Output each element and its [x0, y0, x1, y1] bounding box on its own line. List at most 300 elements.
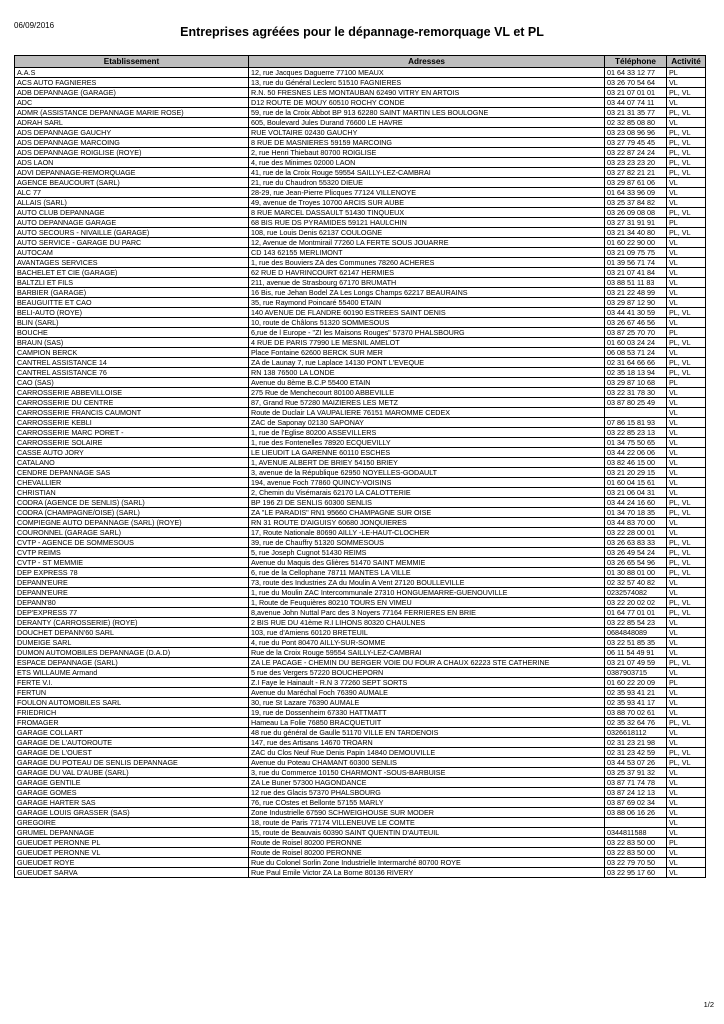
- cell-establishment: ADS DEPANNAGE ROIGLISE (ROYE): [15, 148, 249, 158]
- table-row: [15, 548, 706, 558]
- cell-phone: 01 60 03 24 24: [605, 338, 667, 348]
- cell-activity: PL, VL: [667, 138, 706, 148]
- cell-activity: VL: [667, 78, 706, 88]
- cell-address: Route de Roisel 80200 PERONNE: [249, 838, 605, 848]
- cell-phone: 03 23 08 96 96: [605, 128, 667, 138]
- cell-establishment: BALTZLI ET FILS: [15, 278, 249, 288]
- cell-activity: VL: [667, 318, 706, 328]
- cell-activity: PL: [667, 838, 706, 848]
- cell-address: 1, rue de l'Eglise 80200 ASSEVILLERS: [249, 428, 605, 438]
- table-row: [15, 108, 706, 118]
- table-row: [15, 428, 706, 438]
- cell-address: 1, rue des Fontenelles 78920 ECQUEVILLY: [249, 438, 605, 448]
- cell-phone: 03 22 51 85 35: [605, 638, 667, 648]
- cell-phone: 02 35 32 64 76: [605, 718, 667, 728]
- cell-activity: PL: [667, 68, 706, 78]
- cell-activity: VL: [667, 298, 706, 308]
- cell-address: 275 Rue de Menchecourt 80100 ABBEVILLE: [249, 388, 605, 398]
- cell-establishment: GARAGE HARTER SAS: [15, 798, 249, 808]
- table-row: [15, 148, 706, 158]
- cell-establishment: DUMON AUTOMOBILES DEPANNAGE (D.A.D): [15, 648, 249, 658]
- cell-phone: [605, 408, 667, 418]
- cell-establishment: GARAGE DE L'OUEST: [15, 748, 249, 758]
- cell-address: 28-29, rue Jean-Pierre Plicques 77124 VILLENOYE: [249, 188, 605, 198]
- cell-phone: 03 22 87 24 24: [605, 148, 667, 158]
- cell-activity: VL: [667, 628, 706, 638]
- cell-phone: 01 64 33 96 09: [605, 188, 667, 198]
- cell-establishment: ALLAIS (SARL): [15, 198, 249, 208]
- cell-activity: VL: [667, 98, 706, 108]
- cell-establishment: ALC 77: [15, 188, 249, 198]
- table-row: [15, 138, 706, 148]
- cell-address: 19, rue de Dossenheim 67330 HATTMATT: [249, 708, 605, 718]
- table-row: [15, 598, 706, 608]
- cell-phone: 03 21 09 75 75: [605, 248, 667, 258]
- cell-phone: 02 32 85 08 80: [605, 118, 667, 128]
- column-header-phone: Téléphone: [605, 56, 667, 68]
- table-row: [15, 218, 706, 228]
- cell-address: RUE VOLTAIRE 02430 GAUCHY: [249, 128, 605, 138]
- table-row: [15, 688, 706, 698]
- cell-activity: VL: [667, 428, 706, 438]
- cell-phone: 03 22 20 02 02: [605, 598, 667, 608]
- cell-activity: VL: [667, 408, 706, 418]
- cell-address: RN 31 ROUTE D'AIGUISY 60680 JONQUIERES: [249, 518, 605, 528]
- table-row: [15, 668, 706, 678]
- cell-activity: VL: [667, 268, 706, 278]
- table-row: [15, 358, 706, 368]
- cell-establishment: GRUMEL DEPANNAGE: [15, 828, 249, 838]
- cell-activity: PL, VL: [667, 88, 706, 98]
- cell-establishment: ADMR (ASSISTANCE DEPANNAGE MARIE ROSE): [15, 108, 249, 118]
- table-row: [15, 478, 706, 488]
- table-row: [15, 538, 706, 548]
- table-row: [15, 308, 706, 318]
- table-row: [15, 718, 706, 728]
- cell-establishment: COURONNEL (GARAGE SARL): [15, 528, 249, 538]
- cell-establishment: CVTP - AGENCE DE SOMMESOUS: [15, 538, 249, 548]
- cell-activity: VL: [667, 788, 706, 798]
- cell-activity: PL, VL: [667, 548, 706, 558]
- cell-address: 6,rue de l Europe - "ZI les Maisons Rouges" 57370 PHALSBOURG: [249, 328, 605, 338]
- table-row: [15, 648, 706, 658]
- table-row: [15, 588, 706, 598]
- cell-phone: 0232574082: [605, 588, 667, 598]
- cell-activity: VL: [667, 248, 706, 258]
- cell-phone: 03 29 87 61 06: [605, 178, 667, 188]
- cell-address: 12, rue Jacques Daguerre 77100 MEAUX: [249, 68, 605, 78]
- cell-address: 4, rue des Minimes 02000 LAON: [249, 158, 605, 168]
- cell-address: 140 AVENUE DE FLANDRE 60190 ESTREES SAINT DENIS: [249, 308, 605, 318]
- cell-phone: 03 21 07 49 59: [605, 658, 667, 668]
- cell-address: ZA LE PACAGE - CHEMIN DU BERGER VOIE DU FOUR A CHAUX 62223 STE CATHERINE: [249, 658, 605, 668]
- cell-establishment: ESPACE DEPANNAGE (SARL): [15, 658, 249, 668]
- cell-activity: VL: [667, 768, 706, 778]
- cell-phone: 01 30 88 01 00: [605, 568, 667, 578]
- cell-phone: 03 26 70 54 64: [605, 78, 667, 88]
- cell-activity: VL: [667, 518, 706, 528]
- cell-phone: 03 22 28 00 01: [605, 528, 667, 538]
- table-row: [15, 168, 706, 178]
- cell-phone: 06 08 53 71 24: [605, 348, 667, 358]
- table-row: [15, 418, 706, 428]
- cell-phone: 02 35 18 13 94: [605, 368, 667, 378]
- table-row: [15, 608, 706, 618]
- cell-phone: 03 82 46 15 00: [605, 458, 667, 468]
- cell-phone: 03 88 06 16 26: [605, 808, 667, 818]
- cell-phone: 03 22 31 78 30: [605, 388, 667, 398]
- cell-address: 10, route de Châlons 51320 SOMMESOUS: [249, 318, 605, 328]
- cell-activity: PL, VL: [667, 508, 706, 518]
- cell-phone: 03 29 87 12 90: [605, 298, 667, 308]
- table-row: [15, 838, 706, 848]
- cell-establishment: BACHELET ET CIE (GARAGE): [15, 268, 249, 278]
- cell-phone: 03 87 71 74 78: [605, 778, 667, 788]
- cell-establishment: CHRISTIAN: [15, 488, 249, 498]
- cell-phone: 0684848089: [605, 628, 667, 638]
- cell-phone: 02 31 23 21 98: [605, 738, 667, 748]
- cell-phone: 01 60 22 90 00: [605, 238, 667, 248]
- cell-address: ZAC de Saponay 02130 SAPONAY: [249, 418, 605, 428]
- cell-activity: VL: [667, 528, 706, 538]
- cell-phone: 01 34 75 50 65: [605, 438, 667, 448]
- cell-phone: 03 26 49 54 24: [605, 548, 667, 558]
- table-row: [15, 828, 706, 838]
- table-row: [15, 798, 706, 808]
- cell-address: Rue de la Croix Rouge 59554 SAILLY-LEZ-CAMBRAI: [249, 648, 605, 658]
- cell-establishment: DEPANN'80: [15, 598, 249, 608]
- cell-establishment: BRAUN (SAS): [15, 338, 249, 348]
- table-row: [15, 348, 706, 358]
- cell-activity: VL: [667, 618, 706, 628]
- cell-activity: VL: [667, 688, 706, 698]
- cell-address: 1, rue du Moulin ZAC Intercommunale 27310 HONGUEMARRE-GUENOUVILLE: [249, 588, 605, 598]
- cell-activity: VL: [667, 468, 706, 478]
- cell-address: 8 RUE MARCEL DASSAULT 51430 TINQUEUX: [249, 208, 605, 218]
- cell-address: 147, rue des Artisans 14670 TROARN: [249, 738, 605, 748]
- cell-address: BP 196 ZI DE SENLIS 60300 SENLIS: [249, 498, 605, 508]
- cell-establishment: ACS AUTO FAGNIERES: [15, 78, 249, 88]
- cell-establishment: AUTO SERVICE - GARAGE DU PARC: [15, 238, 249, 248]
- cell-address: 3, avenue de la République 62950 NOYELLES-GODAULT: [249, 468, 605, 478]
- cell-activity: PL, VL: [667, 148, 706, 158]
- cell-activity: PL, VL: [667, 608, 706, 618]
- cell-establishment: COMPIEGNE AUTO DEPANNAGE (SARL) (ROYE): [15, 518, 249, 528]
- cell-address: 30, rue St Lazare 76390 AUMALE: [249, 698, 605, 708]
- table-row: [15, 528, 706, 538]
- cell-address: Z.I Faye le Hainault - R.N 3 77260 SEPT SORTS: [249, 678, 605, 688]
- cell-phone: 03 22 79 70 50: [605, 858, 667, 868]
- table-body: [15, 68, 706, 878]
- cell-phone: 02 35 93 41 17: [605, 698, 667, 708]
- cell-phone: 06 11 54 49 91: [605, 648, 667, 658]
- cell-address: 48 rue du général de Gaulle 51170 VILLE EN TARDENOIS: [249, 728, 605, 738]
- cell-activity: PL, VL: [667, 568, 706, 578]
- cell-activity: PL: [667, 378, 706, 388]
- cell-establishment: GUEUDET ROYE: [15, 858, 249, 868]
- cell-phone: 0326618112: [605, 728, 667, 738]
- table-row: [15, 438, 706, 448]
- cell-address: ZA Le Buner 57300 HAGONDANCE: [249, 778, 605, 788]
- cell-phone: 01 34 70 18 35: [605, 508, 667, 518]
- cell-activity: VL: [667, 868, 706, 878]
- cell-establishment: GUEUDET PERONNE PL: [15, 838, 249, 848]
- cell-establishment: CARROSSERIE DU CENTRE: [15, 398, 249, 408]
- cell-address: 18, route de Paris 77174 VILLENEUVE LE COMTE: [249, 818, 605, 828]
- cell-establishment: FOULON AUTOMOBILES SARL: [15, 698, 249, 708]
- cell-address: 211, avenue de Strasbourg 67170 BRUMATH: [249, 278, 605, 288]
- table-row: [15, 858, 706, 868]
- table-row: [15, 638, 706, 648]
- print-date: 06/09/2016: [14, 21, 55, 30]
- table-row: [15, 298, 706, 308]
- cell-address: 73, route des Industries ZA du Moulin A Vent 27120 BOULLEVILLE: [249, 578, 605, 588]
- cell-phone: 01 64 33 12 77: [605, 68, 667, 78]
- table-row: [15, 568, 706, 578]
- cell-address: 1, Route de Feuquières 80210 TOURS EN VIMEU: [249, 598, 605, 608]
- cell-establishment: ADC: [15, 98, 249, 108]
- cell-establishment: A.A.S: [15, 68, 249, 78]
- cell-phone: 03 21 31 35 77: [605, 108, 667, 118]
- cell-address: Avenue du Poteau CHAMANT 60300 SENLIS: [249, 758, 605, 768]
- cell-establishment: FRIEDRICH: [15, 708, 249, 718]
- cell-address: Avenue du Maquis des Glières 51470 SAINT MEMMIE: [249, 558, 605, 568]
- cell-address: 12 rue des Glacis 57370 PHALSBOURG: [249, 788, 605, 798]
- cell-phone: 03 25 37 91 32: [605, 768, 667, 778]
- table-row: [15, 318, 706, 328]
- cell-establishment: CARROSSERIE ABBEVILLOISE: [15, 388, 249, 398]
- cell-establishment: CARROSSERIE SOLAIRE: [15, 438, 249, 448]
- cell-establishment: CVTP - ST MEMMIE: [15, 558, 249, 568]
- cell-establishment: CARROSSERIE KEBLI: [15, 418, 249, 428]
- cell-phone: 03 22 85 23 13: [605, 428, 667, 438]
- cell-address: ZA "LE PARADIS" RN1 95660 CHAMPAGNE SUR OISE: [249, 508, 605, 518]
- cell-phone: 03 88 70 02 61: [605, 708, 667, 718]
- cell-address: Route de Roisel 80200 PERONNE: [249, 848, 605, 858]
- cell-phone: 03 87 80 25 49: [605, 398, 667, 408]
- cell-phone: 03 88 51 11 83: [605, 278, 667, 288]
- cell-address: 2 BIS RUE DU 41ème R.I LIHONS 80320 CHAULNES: [249, 618, 605, 628]
- cell-activity: VL: [667, 398, 706, 408]
- table-row: [15, 208, 706, 218]
- cell-activity: PL, VL: [667, 128, 706, 138]
- companies-table: [14, 55, 706, 878]
- cell-activity: PL, VL: [667, 228, 706, 238]
- cell-establishment: CANTREL ASSISTANCE 76: [15, 368, 249, 378]
- cell-phone: 03 21 07 41 84: [605, 268, 667, 278]
- table-row: [15, 868, 706, 878]
- table-row: [15, 698, 706, 708]
- column-header-address: Adresses: [249, 56, 605, 68]
- cell-address: 2, Chemin du Visémarais 62170 LA CALOTTERIE: [249, 488, 605, 498]
- table-row: [15, 68, 706, 78]
- cell-address: 12, Avenue de Montmirail 77260 LA FERTE SOUS JOUARRE: [249, 238, 605, 248]
- cell-establishment: GARAGE COLLART: [15, 728, 249, 738]
- cell-activity: VL: [667, 668, 706, 678]
- cell-establishment: CAO (SAS): [15, 378, 249, 388]
- cell-establishment: GREGOIRE: [15, 818, 249, 828]
- table-row: [15, 388, 706, 398]
- cell-activity: PL, VL: [667, 108, 706, 118]
- cell-establishment: BELI-AUTO (ROYE): [15, 308, 249, 318]
- cell-establishment: BARBIER (GARAGE): [15, 288, 249, 298]
- table-row: [15, 778, 706, 788]
- cell-activity: PL, VL: [667, 358, 706, 368]
- cell-activity: VL: [667, 798, 706, 808]
- cell-activity: VL: [667, 448, 706, 458]
- cell-establishment: BOUCHE: [15, 328, 249, 338]
- cell-establishment: AGENCE BEAUCOURT (SARL): [15, 178, 249, 188]
- cell-address: Hameau La Folie 76850 BRACQUETUIT: [249, 718, 605, 728]
- table-row: [15, 408, 706, 418]
- cell-establishment: ADB DEPANNAGE (GARAGE): [15, 88, 249, 98]
- cell-address: D12 ROUTE DE MOUY 60510 ROCHY CONDE: [249, 98, 605, 108]
- cell-activity: PL, VL: [667, 538, 706, 548]
- cell-phone: 03 25 37 84 82: [605, 198, 667, 208]
- cell-phone: 03 87 69 02 34: [605, 798, 667, 808]
- cell-activity: VL: [667, 278, 706, 288]
- cell-address: 68 BIS RUE DS PYRAMIDES 59121 HAULCHIN: [249, 218, 605, 228]
- cell-establishment: GARAGE GENTILE: [15, 778, 249, 788]
- table-row: [15, 228, 706, 238]
- cell-activity: VL: [667, 738, 706, 748]
- cell-establishment: ADS DEPANNAGE GAUCHY: [15, 128, 249, 138]
- cell-establishment: DEPANN'EURE: [15, 588, 249, 598]
- cell-establishment: CVTP REIMS: [15, 548, 249, 558]
- table-row: [15, 728, 706, 738]
- table-row: [15, 258, 706, 268]
- cell-phone: 03 21 07 01 01: [605, 88, 667, 98]
- table-row: [15, 758, 706, 768]
- cell-establishment: DOUCHET DEPANN'60 SARL: [15, 628, 249, 638]
- cell-address: 41, rue de la Croix Rouge 59554 SAILLY-LEZ-CAMBRAI: [249, 168, 605, 178]
- cell-phone: 03 44 07 74 11: [605, 98, 667, 108]
- cell-activity: VL: [667, 698, 706, 708]
- cell-address: 76, rue COstes et Bellonte 57155 MARLY: [249, 798, 605, 808]
- table-row: [15, 818, 706, 828]
- table-row: [15, 398, 706, 408]
- cell-address: ZAC du Clos Neuf Rue Denis Papin 14840 DEMOUVILLE: [249, 748, 605, 758]
- cell-activity: VL: [667, 808, 706, 818]
- cell-establishment: FROMAGER: [15, 718, 249, 728]
- cell-establishment: ADS DEPANNAGE MARCOING: [15, 138, 249, 148]
- cell-establishment: BEAUGUITTE ET CAO: [15, 298, 249, 308]
- table-row: [15, 618, 706, 628]
- cell-phone: 03 27 82 21 21: [605, 168, 667, 178]
- cell-phone: 03 21 22 48 99: [605, 288, 667, 298]
- cell-address: LE LIEUDIT LA GARENNE 60110 ESCHES: [249, 448, 605, 458]
- cell-address: 3, rue du Commerce 10150 CHARMONT -SOUS-BARBUISE: [249, 768, 605, 778]
- cell-establishment: FERTUN: [15, 688, 249, 698]
- cell-activity: VL: [667, 198, 706, 208]
- cell-activity: VL: [667, 478, 706, 488]
- cell-establishment: GARAGE DU POTEAU DE SENLIS DEPANNAGE: [15, 758, 249, 768]
- cell-phone: 03 27 31 91 91: [605, 218, 667, 228]
- table-row: [15, 78, 706, 88]
- cell-phone: 02 31 64 66 66: [605, 358, 667, 368]
- table-row: [15, 558, 706, 568]
- cell-address: Route de Duclair LA VAUPALIERE 76151 MAROMME CEDEX: [249, 408, 605, 418]
- cell-phone: 02 32 57 40 82: [605, 578, 667, 588]
- cell-address: 21, rue du Chaudron 55320 DIEUE: [249, 178, 605, 188]
- cell-activity: VL: [667, 638, 706, 648]
- cell-establishment: CODRA (CHAMPAGNE/OISE) (SARL): [15, 508, 249, 518]
- column-header-activity: Activité: [667, 56, 706, 68]
- cell-address: 103, rue d'Amiens 60120 BRETEUIL: [249, 628, 605, 638]
- cell-activity: VL: [667, 458, 706, 468]
- cell-activity: PL, VL: [667, 498, 706, 508]
- cell-phone: 03 26 09 08 08: [605, 208, 667, 218]
- cell-address: 4 RUE DE PARIS 77990 LE MESNIL AMELOT: [249, 338, 605, 348]
- cell-establishment: CANTREL ASSISTANCE 14: [15, 358, 249, 368]
- cell-address: 1, AVENUE ALBERT DE BRIEY 54150 BRIEY: [249, 458, 605, 468]
- cell-establishment: DEPANN'EURE: [15, 578, 249, 588]
- cell-activity: PL, VL: [667, 158, 706, 168]
- cell-establishment: ETS WILLAUME Armand: [15, 668, 249, 678]
- cell-activity: VL: [667, 858, 706, 868]
- table-row: [15, 338, 706, 348]
- cell-phone: 03 44 83 70 00: [605, 518, 667, 528]
- cell-address: RN 138 76500 LA LONDE: [249, 368, 605, 378]
- cell-address: 4, rue du Pont 80470 AILLY-SUR-SOMME: [249, 638, 605, 648]
- cell-establishment: GUEUDET SARVA: [15, 868, 249, 878]
- cell-establishment: DERANTY (CARROSSERIE) (ROYE): [15, 618, 249, 628]
- cell-activity: VL: [667, 418, 706, 428]
- cell-activity: PL, VL: [667, 598, 706, 608]
- cell-phone: 02 35 93 41 21: [605, 688, 667, 698]
- table-row: [15, 178, 706, 188]
- cell-activity: VL: [667, 818, 706, 828]
- table-row: [15, 518, 706, 528]
- cell-establishment: BLIN (SARL): [15, 318, 249, 328]
- table-header-row: [15, 56, 706, 68]
- cell-activity: VL: [667, 488, 706, 498]
- cell-address: 87, Grand Rue 57280 MAIZIERES LES METZ: [249, 398, 605, 408]
- cell-address: R.N. 50 FRESNES LES MONTAUBAN 62490 VITRY EN ARTOIS: [249, 88, 605, 98]
- cell-activity: PL, VL: [667, 368, 706, 378]
- cell-establishment: AUTO DEPANNAGE GARAGE: [15, 218, 249, 228]
- cell-phone: 03 21 34 40 80: [605, 228, 667, 238]
- table-row: [15, 98, 706, 108]
- table-row: [15, 738, 706, 748]
- table-row: [15, 628, 706, 638]
- table-row: [15, 808, 706, 818]
- cell-address: Rue du Colonel Sorlin Zone Industrielle Intermarché 80700 ROYE: [249, 858, 605, 868]
- cell-phone: 03 22 85 54 23: [605, 618, 667, 628]
- cell-establishment: ADRAH SARL: [15, 118, 249, 128]
- table-row: [15, 198, 706, 208]
- table-row: [15, 278, 706, 288]
- cell-establishment: CENDRE DEPANNAGE SAS: [15, 468, 249, 478]
- table-row: [15, 288, 706, 298]
- cell-phone: 03 23 23 23 20: [605, 158, 667, 168]
- table-row: [15, 238, 706, 248]
- cell-establishment: CODRA (AGENCE DE SENLIS) (SARL): [15, 498, 249, 508]
- cell-activity: VL: [667, 728, 706, 738]
- cell-phone: 01 39 56 71 74: [605, 258, 667, 268]
- cell-address: 5, rue Joseph Cugnot 51430 REIMS: [249, 548, 605, 558]
- cell-activity: PL, VL: [667, 558, 706, 568]
- table-row: [15, 678, 706, 688]
- cell-activity: VL: [667, 778, 706, 788]
- cell-establishment: DEP'EXPRESS 77: [15, 608, 249, 618]
- cell-address: 2, rue Henri Thiebaut 80700 ROIGLISE: [249, 148, 605, 158]
- cell-address: Zone Industrielle 67590 SCHWEIGHOUSE SUR MODER: [249, 808, 605, 818]
- cell-phone: 03 87 24 12 13: [605, 788, 667, 798]
- cell-phone: 03 44 22 06 06: [605, 448, 667, 458]
- cell-phone: 03 22 83 50 00: [605, 848, 667, 858]
- cell-address: 108, rue Louis Denis 62137 COULOGNE: [249, 228, 605, 238]
